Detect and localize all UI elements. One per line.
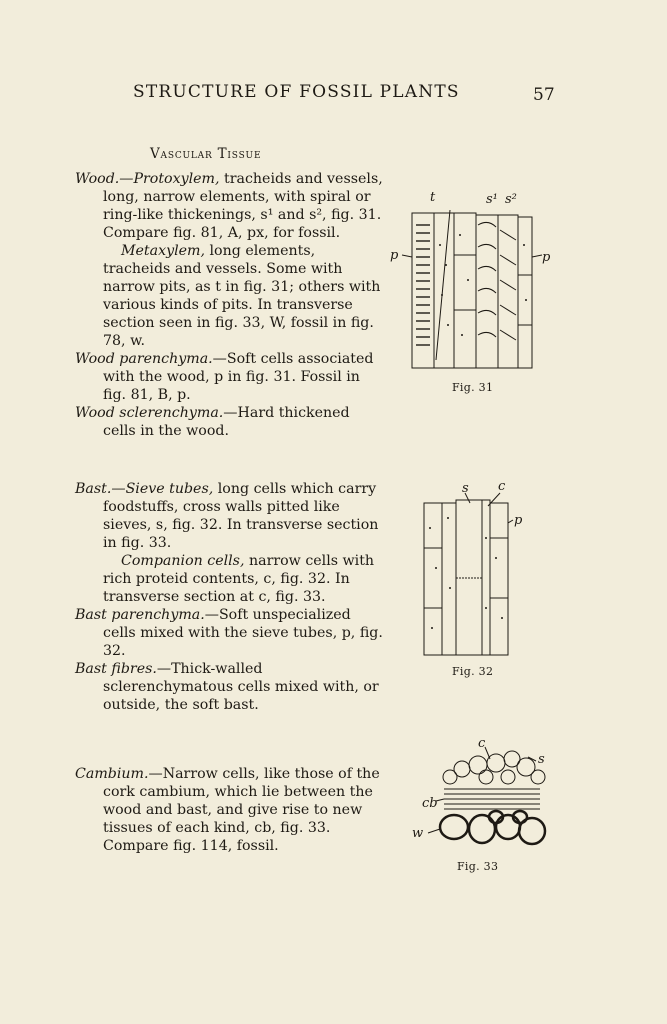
fig31-label-t: t <box>430 190 436 205</box>
bast-section <box>75 480 385 714</box>
wood-sclerenchyma-paragraph <box>75 404 385 440</box>
sieve-tubes-paragraph <box>75 480 385 552</box>
metaxylem-text: long elements, tracheids and vessels. Some with narrow pits, as t in fig. 31; others with various kinds of pits. In transverse section seen in fig. 33, W, fossil in fig. 78, w. <box>103 243 381 349</box>
wood-section <box>75 170 385 440</box>
companion-cells-term: Companion cells, <box>121 553 245 569</box>
page-number: 57 <box>533 85 555 105</box>
wood-parenchyma-text: —Soft cells associated with the wood, p in fig. 31. Fossil in fig. 81, B, p. <box>103 351 374 403</box>
cambium-paragraph <box>75 765 385 855</box>
fig32-label-s: s <box>462 481 469 496</box>
fig33-label-c: c <box>478 737 486 751</box>
protoxylem-paragraph <box>75 170 385 242</box>
companion-cells-text: narrow cells with rich proteid contents, c, fig. 32. In transverse section at c, fig. 33. <box>103 553 375 605</box>
figure-33-caption: Fig. 33 <box>457 860 499 873</box>
fig32-label-c: c <box>498 479 506 494</box>
bast-parenchyma-paragraph <box>75 606 385 660</box>
bast-fibres-text: —Thick-walled sclerenchymatous cells mixed with, or outside, the soft bast. <box>103 661 379 713</box>
figure-32-caption: Fig. 32 <box>452 665 494 678</box>
cambium-section <box>75 765 385 855</box>
figure-31-illustration <box>390 185 555 375</box>
fig31-label-p-right: p <box>542 250 551 265</box>
bast-fibres-term: Bast fibres. <box>75 661 157 677</box>
bast-fibres-paragraph <box>75 660 385 714</box>
figure-33-illustration <box>410 737 560 857</box>
wood-sclerenchyma-term: Wood sclerenchyma. <box>75 405 224 421</box>
fig33-label-s: s <box>538 752 545 767</box>
fig33-label-cb: cb <box>422 796 438 811</box>
bast-parenchyma-text: —Soft unspecialized cells mixed with the sieve tubes, p, fig. 32. <box>103 607 383 659</box>
figure-31-caption: Fig. 31 <box>452 381 494 394</box>
wood-parenchyma-paragraph <box>75 350 385 404</box>
metaxylem-paragraph <box>75 242 385 350</box>
fig31-label-s2: s² <box>505 192 517 207</box>
figure-32-illustration <box>410 478 530 660</box>
cambium-text: —Narrow cells, like those of the cork cambium, which lie between the wood and bast, and give rise to new tissues of each kind, cb, fig. 33. Compare fig. 114, fossil. <box>103 766 380 854</box>
fig33-label-w: w <box>412 826 424 841</box>
metaxylem-term: Metaxylem, <box>121 243 205 259</box>
running-head: STRUCTURE OF FOSSIL PLANTS <box>133 82 460 102</box>
cambium-term: Cambium. <box>75 766 149 782</box>
fig32-label-p: p <box>514 513 523 528</box>
fig31-label-p-left: p <box>390 248 399 263</box>
sieve-tubes-term: Bast.—Sieve tubes, <box>75 481 214 497</box>
sieve-tubes-text: long cells which carry foodstuffs, cross walls pitted like sieves, s, fig. 32. In transverse section in fig. 33. <box>103 481 379 551</box>
bast-parenchyma-term: Bast parenchyma. <box>75 607 205 623</box>
section-heading: Vascular Tissue <box>150 146 262 162</box>
wood-parenchyma-term: Wood parenchyma. <box>75 351 213 367</box>
protoxylem-term: Wood.—Protoxylem, <box>75 171 220 187</box>
companion-cells-paragraph <box>75 552 385 606</box>
fig31-label-s1: s¹ <box>486 192 498 207</box>
wood-sclerenchyma-text: —Hard thickened cells in the wood. <box>103 405 350 439</box>
protoxylem-text: tracheids and vessels, long, narrow elements, with spiral or ring-like thickenings, s¹ and s², fig. 31. Compare fig. 81, A, px, for fossil. <box>103 171 383 241</box>
